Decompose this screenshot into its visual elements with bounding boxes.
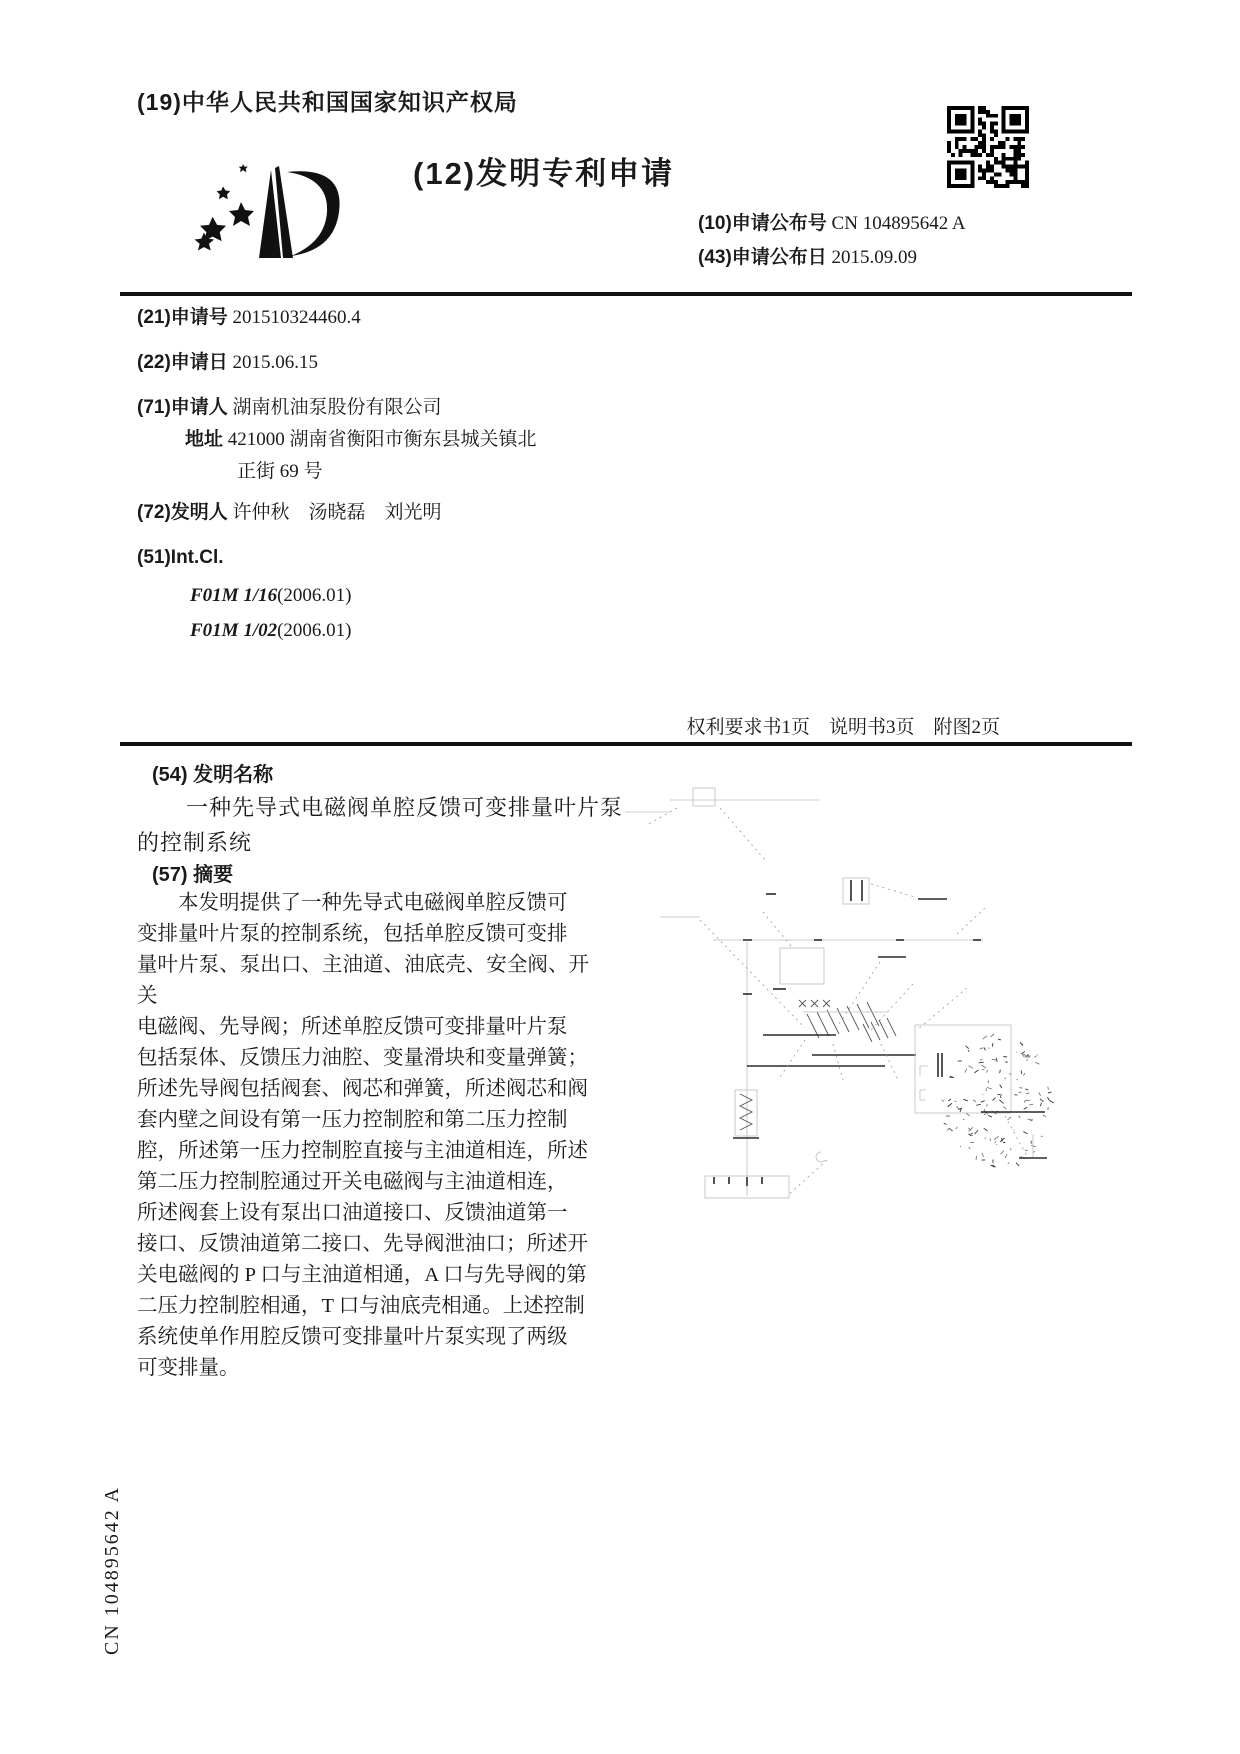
publication-date-label: (43)申请公布日	[698, 247, 827, 268]
address-label: 地址	[185, 429, 224, 450]
intcl-version-1: (2006.01)	[277, 585, 352, 606]
abstract-figure	[615, 780, 1075, 1220]
intcl-version-2: (2006.01)	[277, 620, 352, 641]
document-type-title: (12)发明专利申请	[413, 156, 675, 191]
pages-info: 权利要求书1页 说明书3页 附图2页	[686, 717, 1000, 738]
qr-code	[947, 106, 1029, 188]
publication-date: 2015.09.09	[831, 247, 918, 268]
abstract-section-label: (57) 摘要	[152, 864, 234, 886]
invention-title-line1: 一种先导式电磁阀单腔反馈可变排量叶片泵	[186, 795, 624, 820]
address-row	[185, 430, 537, 449]
intcl-class-2: F01M 1/02	[190, 620, 278, 641]
address-line1: 421000 湖南省衡阳市衡东县城关镇北	[227, 429, 537, 450]
header-divider	[120, 292, 1132, 296]
inventors-label: (72)发明人	[137, 502, 228, 523]
filing-date-row	[137, 353, 318, 372]
application-number-label: (21)申请号	[137, 307, 228, 328]
application-number-row	[137, 308, 361, 327]
application-number: 201510324460.4	[232, 307, 361, 328]
inventors-row	[137, 503, 442, 522]
publication-number: CN 104895642 A	[831, 213, 966, 234]
applicant-row	[137, 398, 442, 417]
address-line2: 正街 69 号	[237, 461, 323, 482]
side-publication-code: CN 104895642 A	[101, 1485, 123, 1655]
abstract-text: 本发明提供了一种先导式电磁阀单腔反馈可 变排量叶片泵的控制系统，包括单腔反馈可变排 量叶片泵、泵出口、主油道、油底壳、安全阀、开关 电磁阀、先导阀；所述单腔反馈可变排量叶片泵 包括泵体、反馈压力油腔、变量滑块和变量弹簧； 所述先导阀包括阀套、阀芯和弹簧，所述阀芯和阀 套内壁之间设有第一压力控制腔和第二压力控制 腔，所述第一压力控制腔直接与主油道相连，所述 第二压力控制腔通过开关电磁阀与主油道相连， 所述阀套上设有泵出口油道接口、反馈油道第一 接口、反馈油道第二接口、先导阀泄油口；所述开 关电磁阀的 P 口与主油道相通，A 口与先导阀的第 二压力控制腔相通，T 口与油底壳相通。上述控制 系统使单作用腔反馈可变排量叶片泵实现了两级 可变排量。	[137, 892, 589, 1379]
intcl-class-1: F01M 1/16	[190, 585, 278, 606]
biblio-divider	[120, 742, 1132, 746]
inventors-names: 许仲秋 汤晓磊 刘光明	[232, 502, 442, 523]
publication-date-row	[698, 242, 917, 269]
issuing-office: (19)中华人民共和国国家知识产权局	[137, 89, 518, 115]
publication-number-label: (10)申请公布号	[698, 213, 827, 234]
publication-number-row	[698, 208, 966, 235]
title-section-label: (54) 发明名称	[152, 764, 274, 786]
intcl-entry-1	[190, 586, 352, 605]
intcl-label: (51)Int.Cl.	[137, 547, 224, 568]
intcl-entry-2	[190, 621, 352, 640]
applicant-name: 湖南机油泵股份有限公司	[232, 397, 442, 418]
sipo-logo	[175, 140, 360, 265]
invention-title-line2: 的控制系统	[137, 830, 253, 855]
filing-date: 2015.06.15	[232, 352, 319, 373]
filing-date-label: (22)申请日	[137, 352, 228, 373]
applicant-label: (71)申请人	[137, 397, 228, 418]
